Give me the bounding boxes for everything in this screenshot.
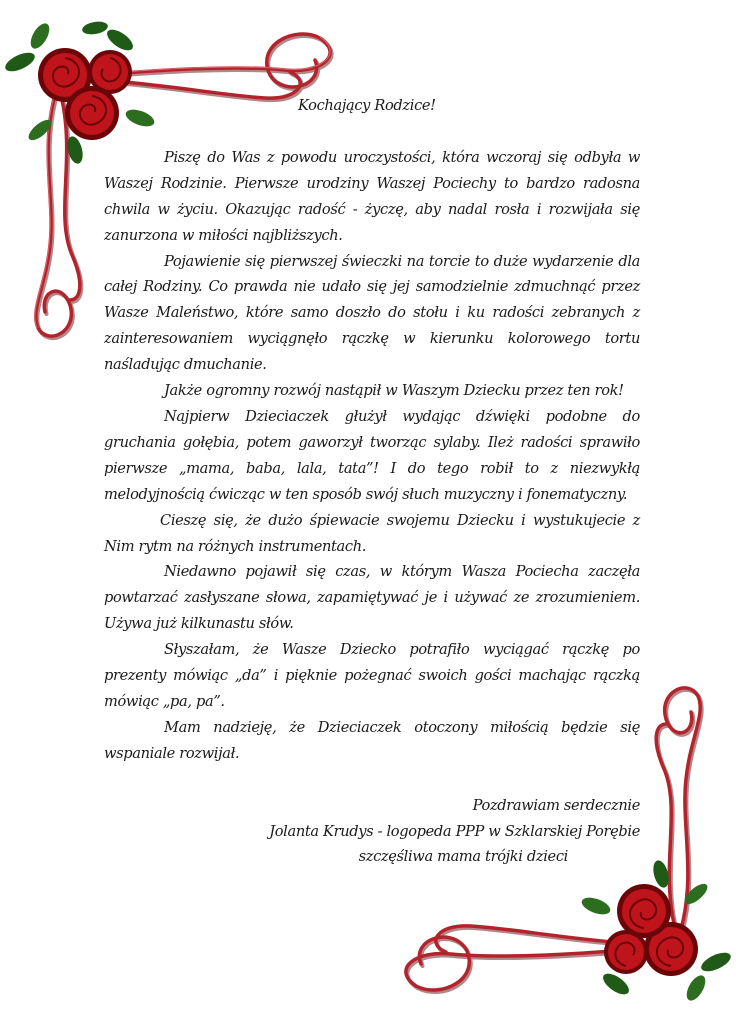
paragraph: Piszę do Was z powodu uroczystości, która wczoraj się odbyła w Waszej Rodzinie. Pierwsze urodziny Waszej Pociechy to bardzo radosna chwila w życiu. Okazując radość - życzę, aby nadal rosła i rozwijała się zanurzona w miłości najbliższych. <box>104 148 640 244</box>
paragraph: Najpierw Dzieciaczek głużył wydając dźwięki podobne do gruchania gołębia, potem gaworzył tworząc sylaby. Ileż radości sprawiło pierwsze „mama, baba, lala, tata”! I do tego robił to z niezwykłą melodyjnością ćwicząc w ten sposób swój słuch muzyczny i fonematyczny. <box>104 407 640 503</box>
letter-signature: Jolanta Krudys - logopeda PPP w Szklarskiej Porębie <box>269 822 640 840</box>
paragraph: Jakże ogromny rozwój nastąpił w Waszym Dziecku przez ten rok! <box>164 382 624 400</box>
letter-paragraphs <box>104 145 640 767</box>
letter-body <box>104 93 640 870</box>
paragraph: Mam nadzieję, że Dzieciaczek otoczony miłością będzie się wspaniale rozwijał. <box>104 718 640 762</box>
paragraph: Cieszę się, że dużo śpiewacie swojemu Dziecku i wystukujecie z Nim rytm na różnych instrumentach. <box>104 511 640 555</box>
paragraph: Słyszałam, że Wasze Dziecko potrafiło wyciągać rączkę po prezenty mówiąc „da” i pięknie pożegnać swoich gości machając rączką mówiąc „pa, pa”. <box>104 641 640 710</box>
paragraph: Niedawno pojawił się czas, w którym Wasza Pociecha zaczęła powtarzać zasłyszane słowa, zapamiętywać je i używać ze zrozumieniem. Używa już kilkunastu słów. <box>104 563 640 633</box>
letter-greeting: Kochający Rodzice! <box>298 97 436 114</box>
letter-closing: Pozdrawiam serdecznie <box>472 796 640 814</box>
letter-signature-block <box>104 793 640 871</box>
paragraph: Pojawienie się pierwszej świeczki na torcie to duże wydarzenie dla całej Rodziny. Co prawda nie udało się jej samodzielnie zdmuchnąć przez Wasze Maleństwo, które samo doszło do stołu i ku radości zebranych z zainteresowaniem wyciągnęło rączkę w kierunku kolorowego tortu naśladując dmuchanie. <box>104 252 640 374</box>
letter-signature-note: szczęśliwa mama trójki dzieci <box>358 848 568 866</box>
